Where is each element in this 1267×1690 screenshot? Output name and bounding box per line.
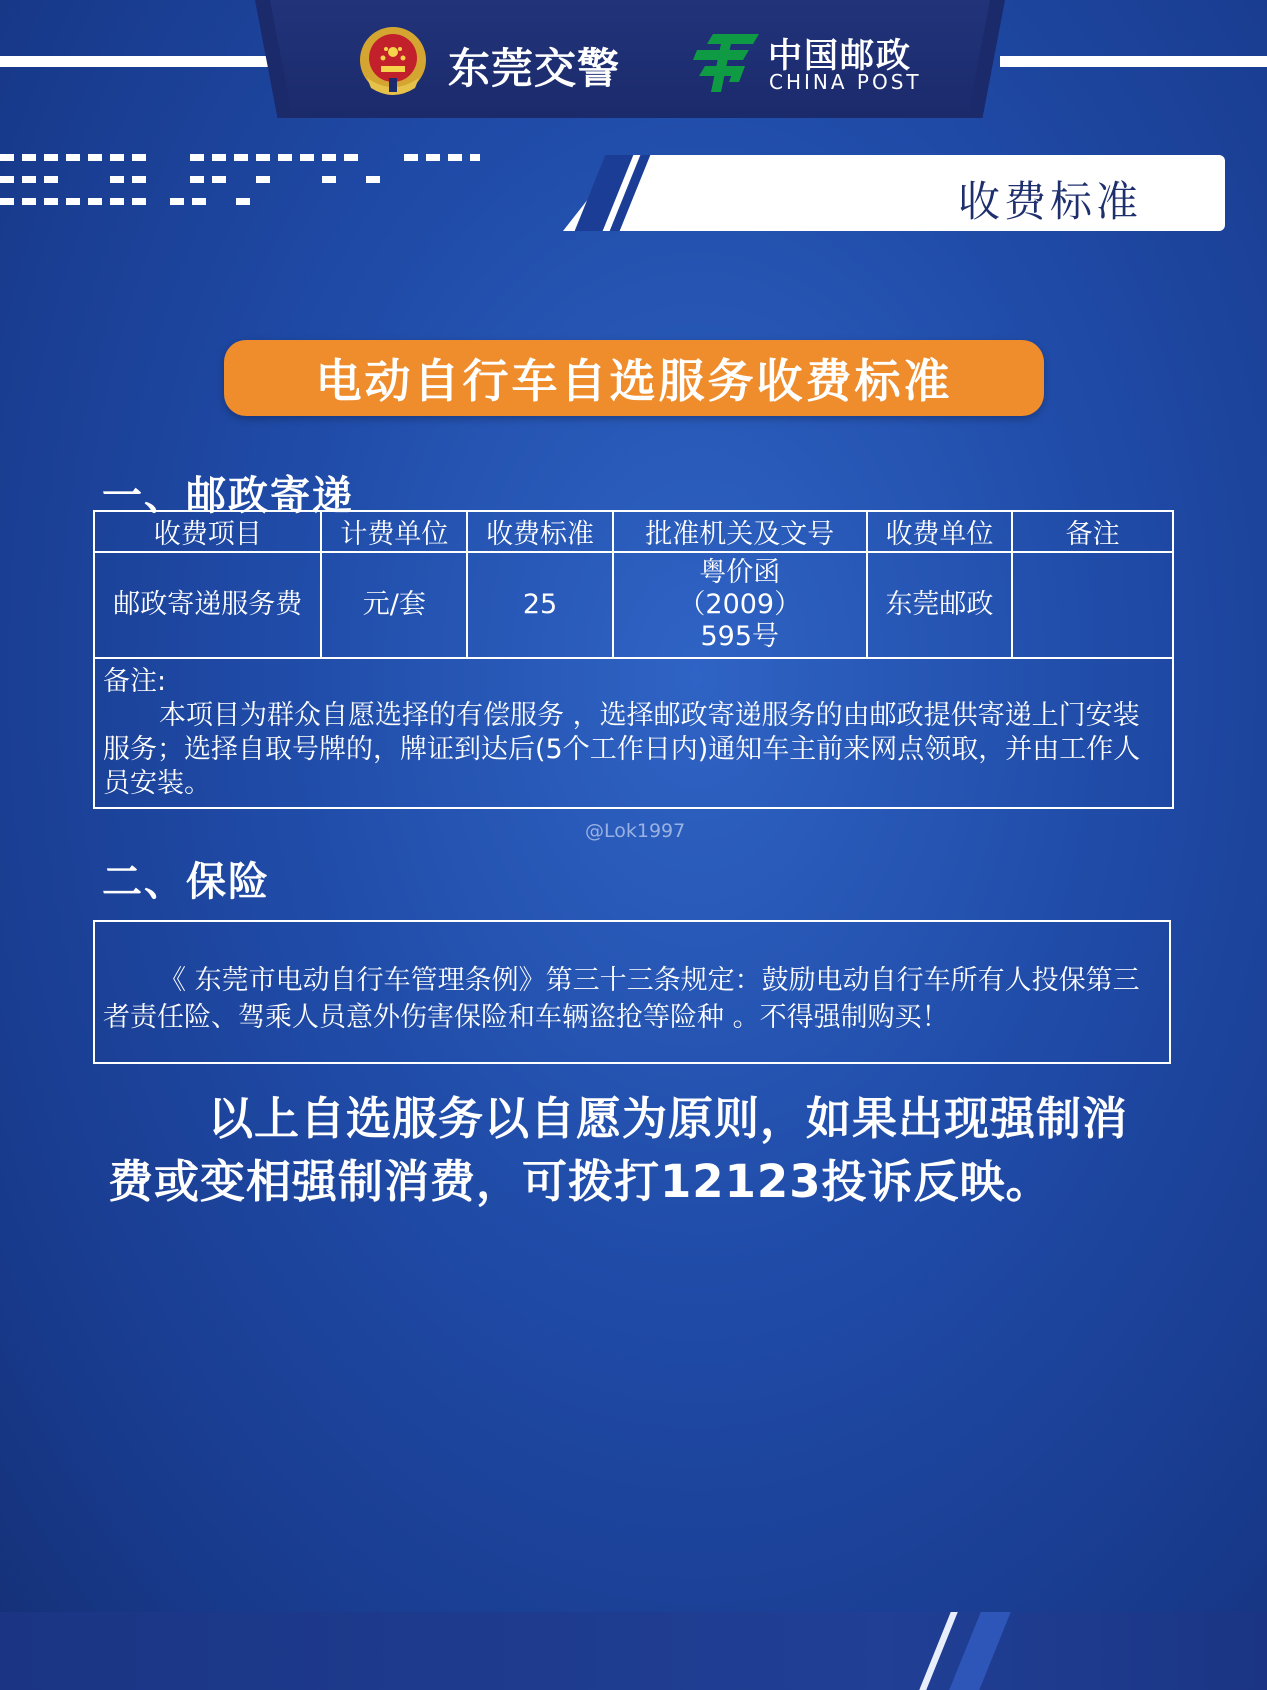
china-post-name-en: CHINA POST xyxy=(769,70,922,94)
column-header: 批准机关及文号 xyxy=(613,511,867,552)
police-emblem-icon xyxy=(355,22,431,98)
section-postal-heading: 一、邮政寄递 xyxy=(102,473,354,519)
cell-item: 邮政寄递服务费 xyxy=(94,552,321,658)
column-header: 收费单位 xyxy=(867,511,1013,552)
section-insurance-heading: 二、保险 xyxy=(102,859,270,905)
china-post-logo-icon xyxy=(693,32,761,94)
china-post-name-cn: 中国邮政 xyxy=(768,36,912,76)
police-org-name: 东莞交警 xyxy=(448,44,621,93)
fee-table xyxy=(93,510,1174,809)
note-label: 备注: xyxy=(103,666,167,697)
approval-line: （2009） xyxy=(678,589,802,620)
approval-line: 粤价函 xyxy=(699,557,781,588)
column-header: 收费项目 xyxy=(94,511,321,552)
header-line-right xyxy=(1000,56,1267,67)
approval-line: 595号 xyxy=(700,621,780,652)
column-header: 计费单位 xyxy=(321,511,467,552)
fee-standard-label: 收费标准 xyxy=(958,177,1143,226)
footer-band xyxy=(0,1612,1267,1690)
insurance-text: 《 东莞市电动自行车管理条例》第三十三条规定：鼓励电动自行车所有人投保第三者责任险、驾乘人员意外伤害保险和车辆盗抢等险种 。不得强制购买！ xyxy=(103,965,1140,1033)
cell-approval xyxy=(613,552,867,658)
table-row xyxy=(94,552,1173,658)
cell-unit: 元/套 xyxy=(321,552,467,658)
cell-collector: 东莞邮政 xyxy=(867,552,1013,658)
complaint-note: 以上自选服务以自愿为原则，如果出现强制消费或变相强制消费，可拨打12123投诉反映。 xyxy=(108,1092,1129,1208)
page-title: 电动自行车自选服务收费标准 xyxy=(224,340,1044,416)
column-header: 备注 xyxy=(1012,511,1173,552)
header-line-left xyxy=(0,56,270,67)
note-cell xyxy=(94,658,1173,808)
cell-remark xyxy=(1012,552,1173,658)
decorative-dots xyxy=(0,154,480,214)
watermark: @Lok1997 xyxy=(585,820,686,842)
column-header: 收费标准 xyxy=(467,511,613,552)
table-header-row xyxy=(94,511,1173,552)
note-text: 本项目为群众自愿选择的有偿服务 ，选择邮政寄递服务的由邮政提供寄递上门安装服务；选择自取号牌的，牌证到达后(5个工作日内)通知车主前来网点领取，并由工作人员安装。 xyxy=(103,700,1141,799)
cell-fee: 25 xyxy=(467,552,613,658)
table-note-row xyxy=(94,658,1173,808)
